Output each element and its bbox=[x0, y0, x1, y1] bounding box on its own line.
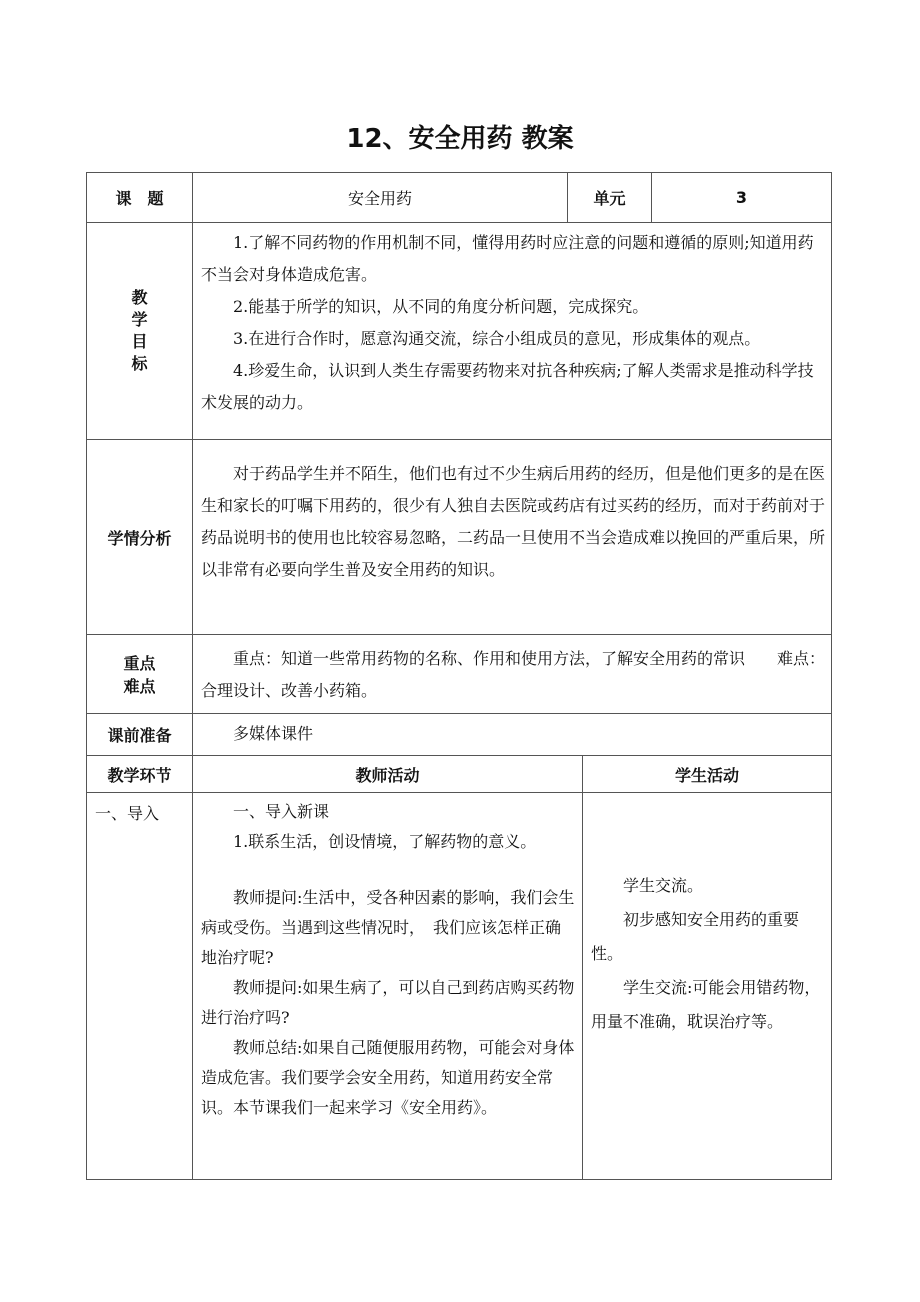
student-header: 学生活动 bbox=[582, 755, 832, 793]
preparation-text: 多媒体课件 bbox=[233, 724, 314, 743]
objective-item: 3.在进行合作时，愿意沟通交流，综合小组成员的意见，形成集体的观点。 bbox=[233, 329, 761, 348]
teacher-line: 教师总结:如果自己随便服用药物，可能会对身体造成危害。我们要学会安全用药，知道用药安全常识。本节课我们一起来学习《安全用药》。 bbox=[201, 1038, 575, 1117]
teacher-header: 教师活动 bbox=[192, 755, 583, 793]
objective-item: 1.了解不同药物的作用机制不同，懂得用药时应注意的问题和遵循的原则;知道用药不当会对身体造成危害。 bbox=[201, 233, 814, 284]
topic-label: 课 题 bbox=[86, 172, 193, 223]
analysis-text: 对于药品学生并不陌生，他们也有过不少生病后用药的经历，但是他们更多的是在医生和家长的叮嘱下用药的，很少有人独自去医院或药店有过买药的经历，而对于药前对于药品说明书的使用也比较容易忽略，二药品一旦使用不当会造成难以挽回的严重后果，所以非常有必要向学生普及安全用药的知识。 bbox=[201, 464, 826, 579]
teacher-line: 教师提问:如果生病了，可以自己到药店购买药物进行治疗吗? bbox=[201, 978, 575, 1027]
key-points-label: 重点 难点 bbox=[86, 634, 193, 714]
student-line: 学生交流:可能会用错药物，用量不准确，耽误治疗等。 bbox=[591, 978, 821, 1031]
preparation-content bbox=[192, 713, 832, 756]
preparation-label: 课前准备 bbox=[86, 713, 193, 756]
unit-label: 单元 bbox=[567, 172, 652, 223]
teacher-line bbox=[201, 857, 576, 883]
student-line: 学生交流。 bbox=[623, 876, 704, 895]
unit-value: 3 bbox=[651, 172, 832, 223]
objective-item: 2.能基于所学的知识，从不同的角度分析问题，完成探究。 bbox=[233, 297, 649, 316]
teacher-line: 一、导入新课 bbox=[233, 802, 330, 821]
student-activity bbox=[582, 792, 832, 1180]
teacher-line: 教师提问:生活中，受各种因素的影响，我们会生病或受伤。当遇到这些情况时， 我们应该怎样正确地治疗呢? bbox=[201, 888, 575, 967]
teacher-activity bbox=[192, 792, 583, 1180]
student-line: 初步感知安全用药的重要性。 bbox=[591, 910, 800, 963]
objectives-content bbox=[192, 222, 832, 440]
key-points-content bbox=[192, 634, 832, 714]
teacher-line: 1.联系生活，创设情境，了解药物的意义。 bbox=[233, 832, 537, 851]
page-title: 12、安全用药 教案 bbox=[346, 124, 574, 154]
objective-item: 4.珍爱生命，认识到人类生存需要药物来对抗各种疾病;了解人类需求是推动科学技术发展的动力。 bbox=[201, 361, 814, 412]
topic-value: 安全用药 bbox=[192, 172, 568, 223]
stage-name: 一、导入 bbox=[86, 792, 193, 1180]
analysis-content bbox=[192, 439, 832, 635]
stage-header: 教学环节 bbox=[86, 755, 193, 793]
key-points-text: 重点：知道一些常用药物的名称、作用和使用方法，了解安全用药的常识 难点：合理设计、改善小药箱。 bbox=[201, 649, 826, 700]
analysis-label: 学情分析 bbox=[86, 439, 193, 635]
objectives-label: 教学目标 bbox=[86, 222, 193, 440]
